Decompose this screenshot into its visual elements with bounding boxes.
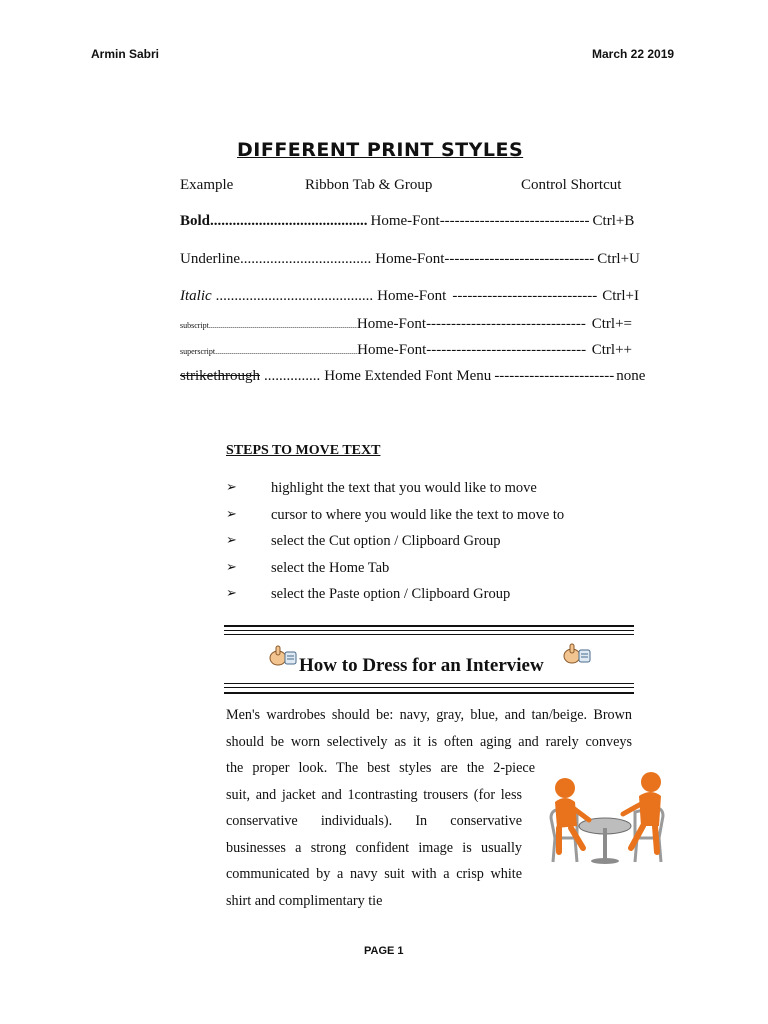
ribbon-group: Home Extended Font Menu xyxy=(324,368,492,384)
leader: ....................................................................... xyxy=(215,347,358,356)
shortcut: Ctrl+U xyxy=(597,251,640,267)
leader: .......................................... xyxy=(215,288,374,304)
ribbon-group: Home-Font xyxy=(375,251,445,267)
ribbon-group: Home-Font xyxy=(356,316,427,332)
paragraph-line: Men's wardrobes should be: navy, gray, blue, and tan/beige. Brown xyxy=(226,707,632,723)
author-name: Armin Sabri xyxy=(91,47,160,61)
step-text: highlight the text that you would like to move xyxy=(271,480,537,496)
paragraph-line: conservative individuals). In conservative xyxy=(226,813,522,829)
divider-rule xyxy=(224,683,634,684)
paragraph-line: suit, and jacket and 1contrasting trousers (for less xyxy=(226,786,522,803)
print-style-row-strikethrough xyxy=(180,368,646,385)
shortcut: none xyxy=(616,368,646,384)
paragraph-line: communicated by a navy suit with a crisp white xyxy=(226,866,522,882)
steps-heading: STEPS TO MOVE TEXT xyxy=(226,443,381,458)
dash-leader: ------------------------------ xyxy=(439,213,590,229)
example-superscript: superscript xyxy=(180,347,216,356)
divider-rule xyxy=(224,687,634,688)
dash-leader: ----------------------------- xyxy=(452,288,598,304)
print-style-row-subscript xyxy=(180,316,632,333)
paragraph-line: shirt and complimentary tie xyxy=(226,892,383,909)
arrowhead-bullet-icon: ➢ xyxy=(226,533,237,548)
thumbs-up-icon xyxy=(268,644,298,675)
column-header-ribbon: Ribbon Tab & Group xyxy=(305,177,433,193)
step-text: select the Cut option / Clipboard Group xyxy=(271,533,501,549)
print-style-row-superscript xyxy=(180,342,632,359)
arrowhead-bullet-icon: ➢ xyxy=(226,507,237,522)
column-header-shortcut: Control Shortcut xyxy=(521,177,622,193)
step-text: cursor to where you would like the text to move to xyxy=(271,507,565,523)
divider-rule xyxy=(224,634,634,635)
example-underline: Underline xyxy=(180,251,240,267)
example-italic: Italic xyxy=(180,288,212,304)
leader: .......................................................................... xyxy=(208,321,357,330)
step-text: select the Home Tab xyxy=(271,560,390,576)
arrowhead-bullet-icon: ➢ xyxy=(226,586,237,601)
ribbon-group: Home-Font xyxy=(370,213,440,229)
document-date: March 22 2019 xyxy=(592,47,675,61)
shortcut: Ctrl+= xyxy=(591,316,632,332)
shortcut: Ctrl+I xyxy=(602,288,639,304)
step-text: select the Paste option / Clipboard Group xyxy=(271,586,511,602)
paragraph-line: the proper look. The best styles are the 2-piece xyxy=(226,760,535,776)
people-at-table-illustration xyxy=(543,768,671,873)
paragraph-line: businesses a strong confident image is usually xyxy=(226,839,522,856)
print-style-row-underline xyxy=(180,251,640,268)
paragraph-line: should be worn selectively as it is often aging and rarely conveys xyxy=(226,733,632,750)
arrowhead-bullet-icon: ➢ xyxy=(226,560,237,575)
shortcut: Ctrl+B xyxy=(592,213,635,229)
page-number: PAGE 1 xyxy=(364,945,404,957)
print-style-row-bold xyxy=(180,213,635,230)
dash-leader: ------------------------------ xyxy=(444,251,595,267)
leader: ................................... xyxy=(239,251,372,267)
example-strikethrough: strikethrough xyxy=(180,368,260,384)
thumbs-up-icon xyxy=(562,642,592,673)
dash-leader: ------------------------ xyxy=(494,368,615,384)
arrowhead-bullet-icon: ➢ xyxy=(226,480,237,495)
ribbon-group: Home-Font xyxy=(357,342,427,358)
example-bold: Bold xyxy=(180,213,211,229)
example-subscript: subscript xyxy=(180,321,209,330)
shortcut: Ctrl++ xyxy=(591,342,632,358)
leader: .......................................... xyxy=(210,213,368,229)
divider-rule xyxy=(224,625,634,627)
dash-leader: -------------------------------- xyxy=(426,342,587,358)
page-title: DIFFERENT PRINT STYLES xyxy=(237,139,524,161)
interview-title: How to Dress for an Interview xyxy=(299,655,544,676)
divider-rule xyxy=(224,692,634,694)
divider-rule xyxy=(224,630,634,631)
print-style-row-italic xyxy=(180,288,639,305)
column-header-example: Example xyxy=(180,177,234,193)
leader: ............... xyxy=(264,368,321,384)
ribbon-group: Home-Font xyxy=(377,288,447,304)
dash-leader: -------------------------------- xyxy=(426,316,586,332)
